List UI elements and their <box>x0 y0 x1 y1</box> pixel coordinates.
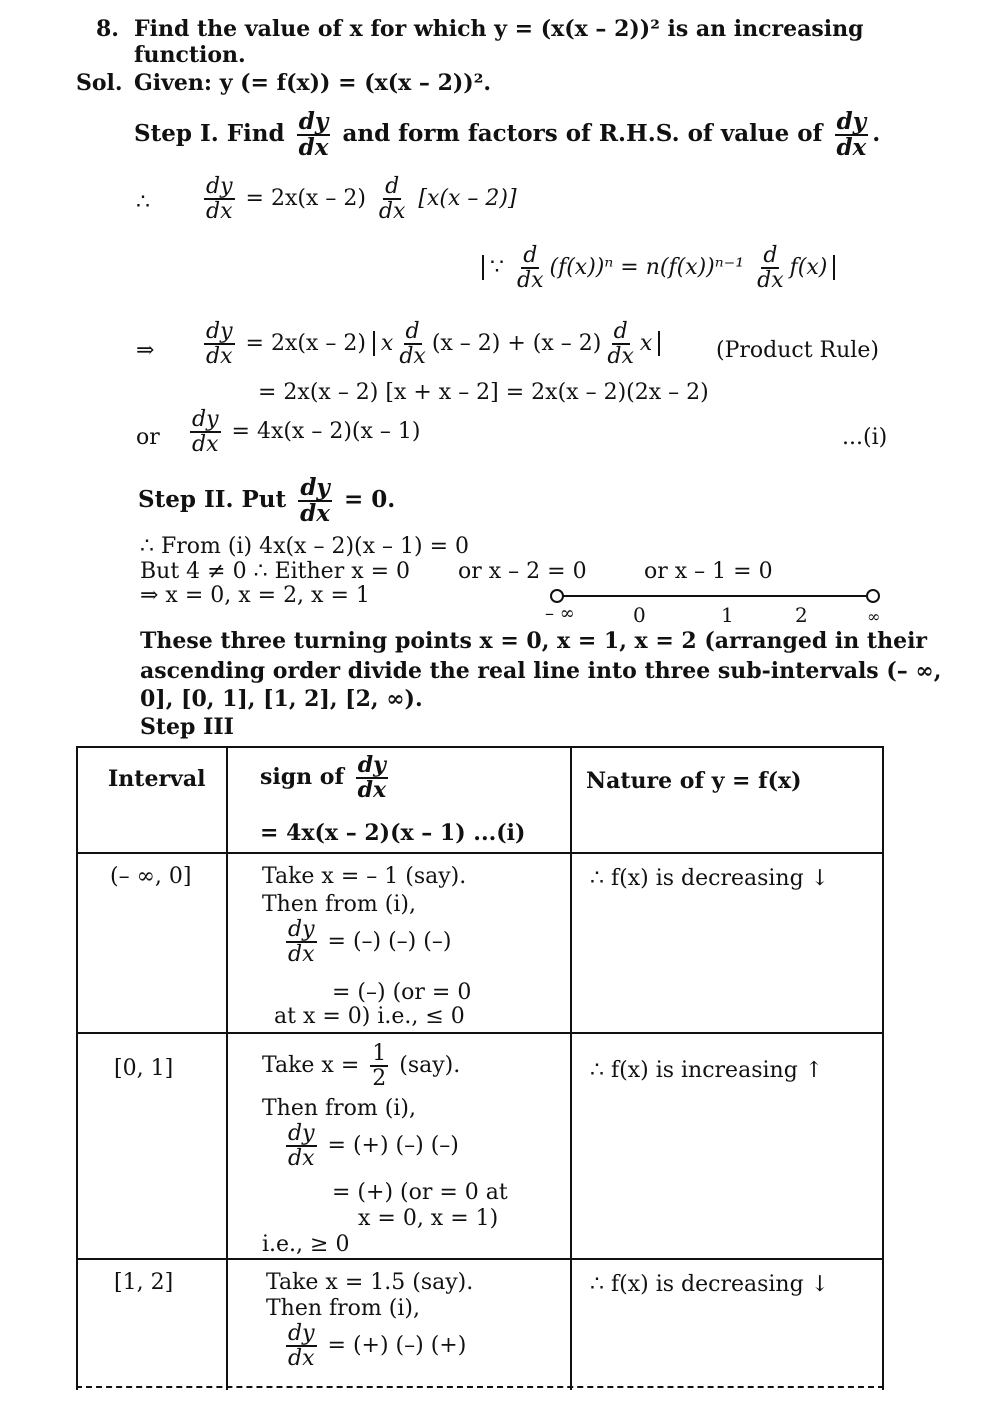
row2-then: Then from (i), <box>262 1096 416 1121</box>
turning-points-para-line3: 0], [0, 1], [1, 2], [2, ∞). <box>140 686 423 712</box>
header-sign-expression: = 4x(x – 2)(x – 1) ...(i) <box>260 820 526 846</box>
row3-derivative-signs: $\frac{dy}{dx}$ = (+) (–) (+) <box>288 1321 467 1372</box>
numline-label-inf: ∞ <box>867 607 881 626</box>
row3-nature: ∴ f(x) is decreasing ↓ <box>590 1272 830 1297</box>
turning-points-para-line1: These three turning points x = 0, x = 1, x = 2 (arranged in their <box>140 628 928 654</box>
table-col-divider-1 <box>226 746 228 1390</box>
step1-line1: $\frac{dy}{dx}$ = 2x(x – 2) $\frac{d}{dx}$ [x(x – 2)] <box>206 174 517 225</box>
question-text-line1: Find the value of x for which y = (x(x – 2))² is an increasing <box>134 16 864 42</box>
table-border-right <box>882 746 884 1390</box>
row2-nature: ∴ f(x) is increasing ↑ <box>590 1058 824 1083</box>
or-word: or <box>136 425 160 450</box>
step2-line2-b: or x – 2 = 0 <box>458 559 587 584</box>
question-text-line2: function. <box>134 42 246 68</box>
row2-interval: [0, 1] <box>114 1056 174 1081</box>
row3-then: Then from (i), <box>266 1296 420 1321</box>
step1-line3: = 2x(x – 2) [x + x – 2] = 2x(x – 2)(2x – 2) <box>258 380 709 405</box>
table-border-left <box>76 746 78 1390</box>
row1-take: Take x = – 1 (say). <box>262 864 467 889</box>
step2-line2-a: But 4 ≠ 0 ∴ Either x = 0 <box>140 559 411 584</box>
row1-then: Then from (i), <box>262 892 416 917</box>
given-statement: Given: y (= f(x)) = (x(x – 2))². <box>134 70 491 96</box>
turning-points-para-line2: ascending order divide the real line into three sub-intervals (– ∞, <box>140 658 942 684</box>
header-sign: sign of $\frac{dy}{dx}$ <box>260 752 387 804</box>
row2-derivative-signs: $\frac{dy}{dx}$ = (+) (–) (–) <box>288 1121 459 1172</box>
step2-heading: Step II. Put $\frac{dy}{dx}$ = 0. <box>138 474 396 528</box>
table-row-divider-2 <box>76 1032 884 1034</box>
row3-interval: [1, 2] <box>114 1270 174 1295</box>
numline-label-neg-inf: – ∞ <box>545 603 575 624</box>
step1-line4: $\frac{dy}{dx}$ = 4x(x – 2)(x – 1) <box>192 407 421 458</box>
table-bottom-cut <box>76 1386 884 1388</box>
row3-take: Take x = 1.5 (say). <box>266 1270 474 1295</box>
step1-heading: Step I. Find $\frac{dy}{dx}$ and form factors of R.H.S. of value of $\frac{dy}{dx}$ . <box>134 108 881 162</box>
table-col-divider-2 <box>570 746 572 1390</box>
product-rule-note: (Product Rule) <box>716 338 879 363</box>
step2-line2-c: or x – 1 = 0 <box>644 559 773 584</box>
sign-table <box>76 746 884 1390</box>
row2-take: Take x = $\frac{1}{2}$ (say). <box>262 1041 461 1092</box>
solution-label: Sol. <box>76 70 123 96</box>
step1-line2: $\frac{dy}{dx}$ = 2x(x – 2) x $\frac{d}{dx}$ (x – 2) + (x – 2) $\frac{d}{dx}$ x <box>200 320 660 368</box>
step2-line1: ∴ From (i) 4x(x – 2)(x – 1) = 0 <box>140 534 470 559</box>
step3-heading: Step III <box>140 714 234 740</box>
therefore-symbol: ∴ <box>136 190 150 215</box>
header-interval: Interval <box>108 766 206 792</box>
row1-derivative-signs: $\frac{dy}{dx}$ = (–) (–) (–) <box>288 917 452 968</box>
step2-line3: ⇒ x = 0, x = 2, x = 1 <box>140 583 370 608</box>
equation-tag: ...(i) <box>842 425 888 450</box>
table-row-divider-3 <box>76 1258 884 1260</box>
row2-result3: i.e., ≥ 0 <box>262 1232 350 1257</box>
row2-result2: x = 0, x = 1) <box>358 1206 499 1231</box>
numline-label-1: 1 <box>721 603 734 627</box>
number-line <box>545 583 885 628</box>
row1-interval: (– ∞, 0] <box>110 864 192 889</box>
row1-nature: ∴ f(x) is decreasing ↓ <box>590 866 830 891</box>
row1-result2: at x = 0) i.e., ≤ 0 <box>274 1004 465 1029</box>
row1-result1: = (–) (or = 0 <box>332 980 472 1005</box>
numline-label-2: 2 <box>795 603 808 627</box>
chain-rule-formula: ∵ $\frac{d}{dx}$ (f(x))ⁿ = n(f(x))ⁿ⁻¹ $\frac{d}{dx}$ f(x) <box>482 244 835 292</box>
question-number: 8. <box>96 16 119 42</box>
number-line-graphic <box>545 583 885 628</box>
numline-label-0: 0 <box>633 603 646 627</box>
implies-symbol: ⇒ <box>136 338 155 363</box>
table-border-top <box>76 746 884 748</box>
header-nature: Nature of y = f(x) <box>586 768 802 794</box>
table-row-divider-1 <box>76 852 884 854</box>
row2-result1: = (+) (or = 0 at <box>332 1180 508 1205</box>
